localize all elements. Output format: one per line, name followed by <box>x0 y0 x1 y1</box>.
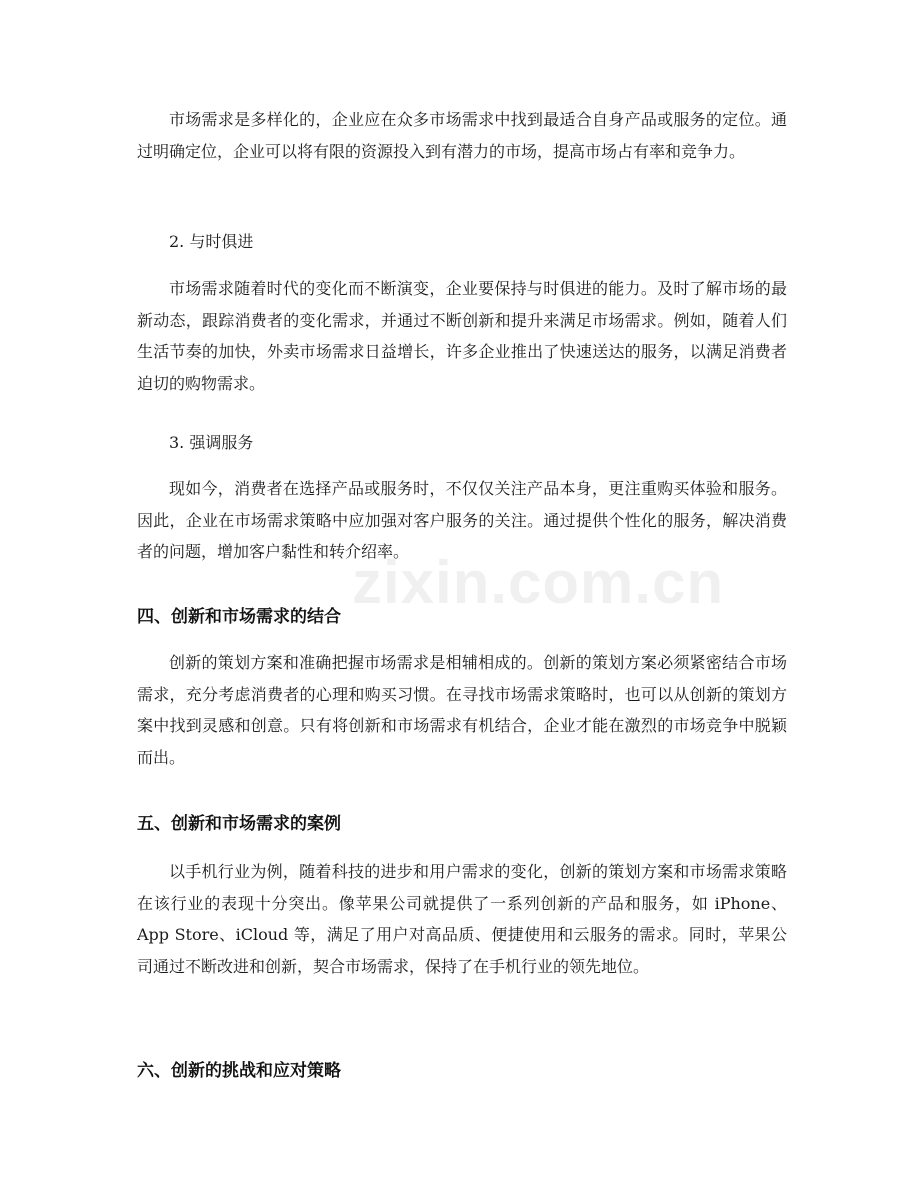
section-heading-four: 四、创新和市场需求的结合 <box>137 607 341 627</box>
watermark: zixin.com.cn <box>352 549 725 616</box>
list-item-emphasize-service: 3. 强调服务 <box>169 433 254 452</box>
paragraph-innovation-market: 创新的策划方案和准确把握市场需求是相辅相成的。创新的策划方案必须紧密结合市场需求，充分考虑消费者的心理和购买习惯。在寻找市场需求策略时，也可以从创新的策划方案中找到灵感和创意。只有将创新和市场需求有机结合，企业才能在激烈的市场竞争中脱颖而出。 <box>137 653 787 767</box>
paragraph-emphasize-service: 现如今，消费者在选择产品或服务时，不仅仅关注产品本身，更注重购买体验和服务。因此，企业在市场需求策略中应加强对客户服务的关注。通过提供个性化的服务，解决消费者的问题，增加客户黏性和转介绍率。 <box>137 479 787 562</box>
paragraph-keep-pace: 市场需求随着时代的变化而不断演变，企业要保持与时俱进的能力。及时了解市场的最新动态，跟踪消费者的变化需求，并通过不断创新和提升来满足市场需求。例如，随着人们生活节奏的加快，外卖市场需求日益增长，许多企业推出了快速送达的服务，以满足消费者迫切的购物需求。 <box>137 279 787 393</box>
section-heading-six: 六、创新的挑战和应对策略 <box>137 1061 341 1081</box>
list-item-keep-pace: 2. 与时俱进 <box>169 232 254 251</box>
section-heading-five: 五、创新和市场需求的案例 <box>137 814 341 834</box>
paragraph-case-study: 以手机行业为例，随着科技的进步和用户需求的变化，创新的策划方案和市场需求策略在该行业的表现十分突出。像苹果公司就提供了一系列创新的产品和服务，如 iPhone、App Store、iCloud 等，满足了用户对高品质、便捷使用和云服务的需求。同时，苹果公司通过不断改进和创新，契合市场需求，保持了在手机行业的领先地位。 <box>137 862 787 976</box>
paragraph-market-positioning: 市场需求是多样化的，企业应在众多市场需求中找到最适合自身产品或服务的定位。通过明确定位，企业可以将有限的资源投入到有潜力的市场，提高市场占有率和竞争力。 <box>137 110 787 161</box>
